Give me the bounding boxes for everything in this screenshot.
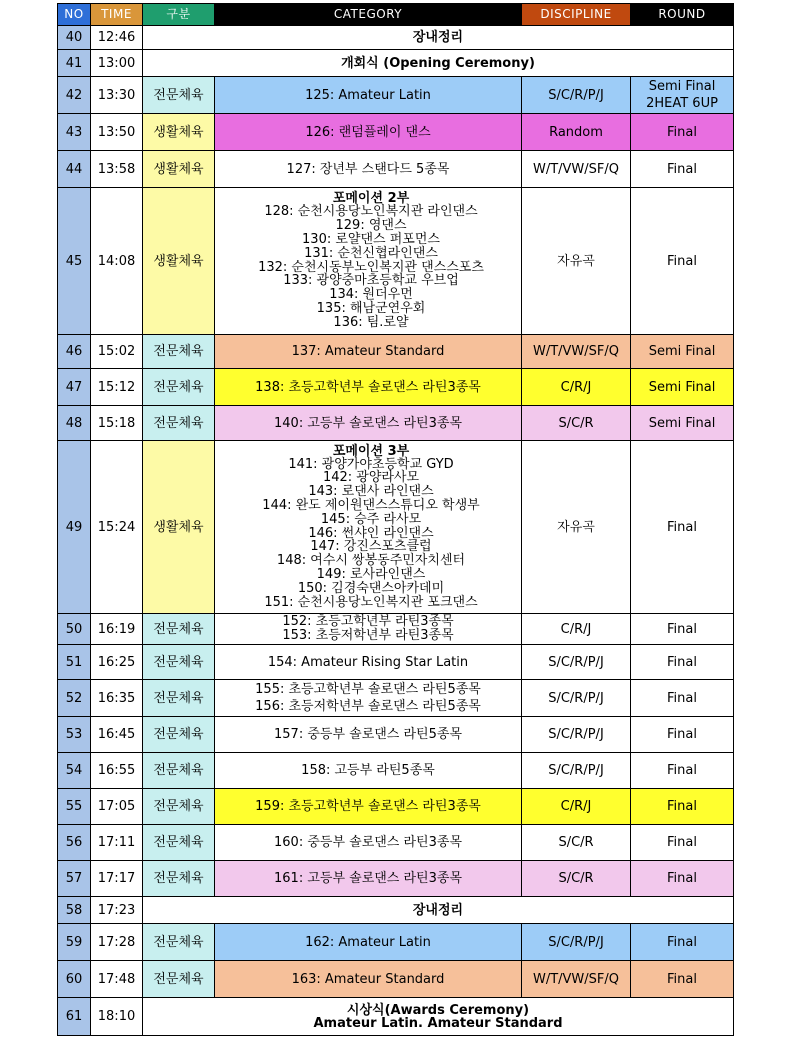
formation-entry: 128: 순천시용당노인복지관 라인댄스 (264, 204, 478, 220)
formation-entry: 142: 광양라사모 (322, 470, 420, 486)
formation-entry: 141: 광양가야초등학교 GYD (288, 456, 454, 472)
row-time: 17:17 (91, 861, 143, 897)
row-round: Final (631, 614, 734, 645)
round-line-2: 2HEAT 6UP (646, 96, 718, 111)
row-discipline: S/C/R/P/J (522, 717, 631, 753)
table-row (58, 825, 734, 861)
category-line: 153: 초등저학년부 라틴3종목 (282, 628, 454, 643)
table-row (58, 406, 734, 441)
formation-entry: 135: 해남군연우회 (316, 300, 426, 316)
formation-entry: 145: 승주 라사모 (320, 511, 422, 527)
table-row (58, 441, 734, 614)
row-round (631, 77, 734, 114)
row-time: 12:46 (91, 26, 143, 50)
row-time: 16:55 (91, 753, 143, 789)
row-discipline: W/T/VW/SF/Q (522, 151, 631, 188)
row-round: Semi Final (631, 335, 734, 369)
row-no: 45 (58, 188, 91, 335)
row-discipline: S/C/R/P/J (522, 77, 631, 114)
formation-entry: 133: 광양중마초등학교 우브업 (283, 273, 459, 289)
table-row (58, 26, 734, 50)
formation-entry: 131: 순천신협라인댄스 (304, 245, 438, 261)
row-time: 17:11 (91, 825, 143, 861)
row-category: 125: Amateur Latin (215, 77, 522, 114)
row-time: 15:12 (91, 369, 143, 406)
table-row (58, 789, 734, 825)
row-category: 163: Amateur Standard (215, 961, 522, 998)
row-type: 생활체육 (143, 441, 215, 614)
table-row (58, 151, 734, 188)
formation-entry: 144: 완도 제이원댄스스튜디오 학생부 (262, 498, 480, 513)
row-round: Final (631, 717, 734, 753)
formation-entry: 151: 순천시용당노인복지관 포크댄스 (264, 594, 478, 610)
row-type: 생활체육 (143, 151, 215, 188)
row-type: 전문체육 (143, 789, 215, 825)
row-time: 17:23 (91, 897, 143, 924)
awards-line-1: 시상식(Awards Ceremony) (346, 1002, 530, 1018)
table-row (58, 645, 734, 680)
row-discipline: C/R/J (522, 369, 631, 406)
row-round: Semi Final (631, 369, 734, 406)
row-type: 전문체육 (143, 645, 215, 680)
row-no: 41 (58, 50, 91, 77)
formation-entry: 136: 팀.로얄 (333, 314, 409, 330)
row-category: 158: 고등부 라틴5종목 (215, 753, 522, 789)
row-discipline: 자유곡 (522, 188, 631, 335)
table-row (58, 717, 734, 753)
row-time: 18:10 (91, 998, 143, 1036)
table-row (58, 114, 734, 151)
row-type: 전문체육 (143, 369, 215, 406)
row-merged-text (143, 998, 734, 1036)
row-time: 17:48 (91, 961, 143, 998)
row-time: 15:24 (91, 441, 143, 614)
row-time: 14:08 (91, 188, 143, 335)
header-discipline: DISCIPLINE (522, 4, 631, 26)
category-line: 152: 초등고학년부 라틴3종목 (282, 614, 454, 629)
row-no: 46 (58, 335, 91, 369)
table-row (58, 961, 734, 998)
row-time: 16:19 (91, 614, 143, 645)
row-round: Semi Final (631, 406, 734, 441)
row-round: Final (631, 645, 734, 680)
row-time: 16:25 (91, 645, 143, 680)
row-type: 생활체육 (143, 188, 215, 335)
schedule-table (57, 3, 734, 1036)
row-no: 57 (58, 861, 91, 897)
header-round: ROUND (631, 4, 734, 26)
header-category: CATEGORY (215, 4, 522, 26)
row-category: 160: 중등부 솔로댄스 라틴3종목 (215, 825, 522, 861)
formation-entry: 146: 썬샤인 라인댄스 (308, 525, 434, 541)
row-discipline: W/T/VW/SF/Q (522, 335, 631, 369)
row-discipline: S/C/R (522, 406, 631, 441)
table-row (58, 897, 734, 924)
row-round: Final (631, 825, 734, 861)
header-row (58, 4, 734, 26)
row-merged-text: 개회식 (Opening Ceremony) (143, 50, 734, 77)
round-line-1: Semi Final (648, 79, 716, 94)
header-type: 구분 (143, 4, 215, 26)
row-no: 59 (58, 924, 91, 961)
row-category (215, 680, 522, 717)
row-category: 137: Amateur Standard (215, 335, 522, 369)
row-type: 전문체육 (143, 406, 215, 441)
table-row (58, 335, 734, 369)
row-category: 138: 초등고학년부 솔로댄스 라틴3종목 (215, 369, 522, 406)
row-time: 16:45 (91, 717, 143, 753)
row-type: 전문체육 (143, 614, 215, 645)
row-type: 전문체육 (143, 861, 215, 897)
formation-entry: 147: 강진스포츠클럽 (310, 539, 432, 555)
row-round: Final (631, 114, 734, 151)
category-line: 156: 초등저학년부 솔로댄스 라틴5종목 (255, 699, 481, 714)
table-row (58, 680, 734, 717)
row-no: 51 (58, 645, 91, 680)
row-no: 40 (58, 26, 91, 50)
row-discipline: S/C/R/P/J (522, 680, 631, 717)
row-no: 55 (58, 789, 91, 825)
row-round: Final (631, 441, 734, 614)
formation-entry: 134: 원더우먼 (329, 287, 413, 303)
row-category: 154: Amateur Rising Star Latin (215, 645, 522, 680)
row-no: 54 (58, 753, 91, 789)
row-discipline: S/C/R/P/J (522, 645, 631, 680)
row-round: Final (631, 680, 734, 717)
row-time: 13:00 (91, 50, 143, 77)
row-time: 16:35 (91, 680, 143, 717)
row-discipline: S/C/R (522, 861, 631, 897)
row-category: 126: 랜덤플레이 댄스 (215, 114, 522, 151)
row-discipline: 자유곡 (522, 441, 631, 614)
formation-entry: 148: 여수시 쌍봉동주민자치센터 (276, 553, 466, 569)
row-no: 53 (58, 717, 91, 753)
row-category: 161: 고등부 솔로댄스 라틴3종목 (215, 861, 522, 897)
row-time: 15:18 (91, 406, 143, 441)
row-round: Final (631, 861, 734, 897)
table-row (58, 188, 734, 335)
header-time: TIME (91, 4, 143, 26)
row-discipline: S/C/R (522, 825, 631, 861)
formation-entry: 132: 순천시동부노인복지관 댄스스포츠 (258, 259, 484, 275)
row-category: 159: 초등고학년부 솔로댄스 라틴3종목 (215, 789, 522, 825)
table-row (58, 924, 734, 961)
row-type: 전문체육 (143, 717, 215, 753)
row-time: 13:58 (91, 151, 143, 188)
row-category: 140: 고등부 솔로댄스 라틴3종목 (215, 406, 522, 441)
row-time: 13:30 (91, 77, 143, 114)
formation-entry: 150: 김경숙댄스아카데미 (297, 580, 445, 596)
row-no: 58 (58, 897, 91, 924)
row-category: 127: 장년부 스탠다드 5종목 (215, 151, 522, 188)
row-category: 162: Amateur Latin (215, 924, 522, 961)
formation-entry: 129: 영댄스 (335, 218, 407, 234)
row-no: 60 (58, 961, 91, 998)
row-no: 56 (58, 825, 91, 861)
row-no: 47 (58, 369, 91, 406)
table-row (58, 50, 734, 77)
row-discipline: Random (522, 114, 631, 151)
category-line: 155: 초등고학년부 솔로댄스 라틴5종목 (255, 682, 481, 697)
row-type: 생활체육 (143, 114, 215, 151)
row-type: 전문체육 (143, 335, 215, 369)
row-no: 52 (58, 680, 91, 717)
header-no: NO (58, 4, 91, 26)
row-no: 61 (58, 998, 91, 1036)
formation-entry: 149: 로사라인댄스 (316, 566, 426, 582)
row-no: 50 (58, 614, 91, 645)
row-discipline: S/C/R/P/J (522, 753, 631, 789)
row-round: Final (631, 789, 734, 825)
row-type: 전문체육 (143, 924, 215, 961)
row-no: 44 (58, 151, 91, 188)
row-time: 15:02 (91, 335, 143, 369)
row-no: 48 (58, 406, 91, 441)
formation-title: 포메이션 3부 (332, 443, 410, 459)
row-no: 42 (58, 77, 91, 114)
row-round: Final (631, 753, 734, 789)
row-type: 전문체육 (143, 77, 215, 114)
row-round: Final (631, 188, 734, 335)
table-row (58, 861, 734, 897)
formation-entry: 130: 로얄댄스 퍼포먼스 (302, 232, 440, 247)
row-category (215, 188, 522, 335)
row-no: 49 (58, 441, 91, 614)
row-category (215, 441, 522, 614)
row-merged-text: 장내정리 (143, 26, 734, 50)
row-category (215, 614, 522, 645)
formation-entry: 143: 로댄사 라인댄스 (308, 484, 434, 500)
row-discipline: C/R/J (522, 789, 631, 825)
table-row (58, 753, 734, 789)
row-round: Final (631, 924, 734, 961)
table-row (58, 369, 734, 406)
row-type: 전문체육 (143, 825, 215, 861)
row-category: 157: 중등부 솔로댄스 라틴5종목 (215, 717, 522, 753)
row-time: 17:28 (91, 924, 143, 961)
row-round: Final (631, 151, 734, 188)
row-time: 13:50 (91, 114, 143, 151)
row-type: 전문체육 (143, 680, 215, 717)
formation-title: 포메이션 2부 (332, 191, 410, 207)
row-type: 전문체육 (143, 961, 215, 998)
row-discipline: W/T/VW/SF/Q (522, 961, 631, 998)
row-no: 43 (58, 114, 91, 151)
row-discipline: C/R/J (522, 614, 631, 645)
table-row (58, 614, 734, 645)
row-type: 전문체육 (143, 753, 215, 789)
row-round: Final (631, 961, 734, 998)
table-row (58, 998, 734, 1036)
row-discipline: S/C/R/P/J (522, 924, 631, 961)
row-merged-text: 장내정리 (143, 897, 734, 924)
table-row (58, 77, 734, 114)
awards-line-2: Amateur Latin. Amateur Standard (313, 1015, 563, 1031)
row-time: 17:05 (91, 789, 143, 825)
